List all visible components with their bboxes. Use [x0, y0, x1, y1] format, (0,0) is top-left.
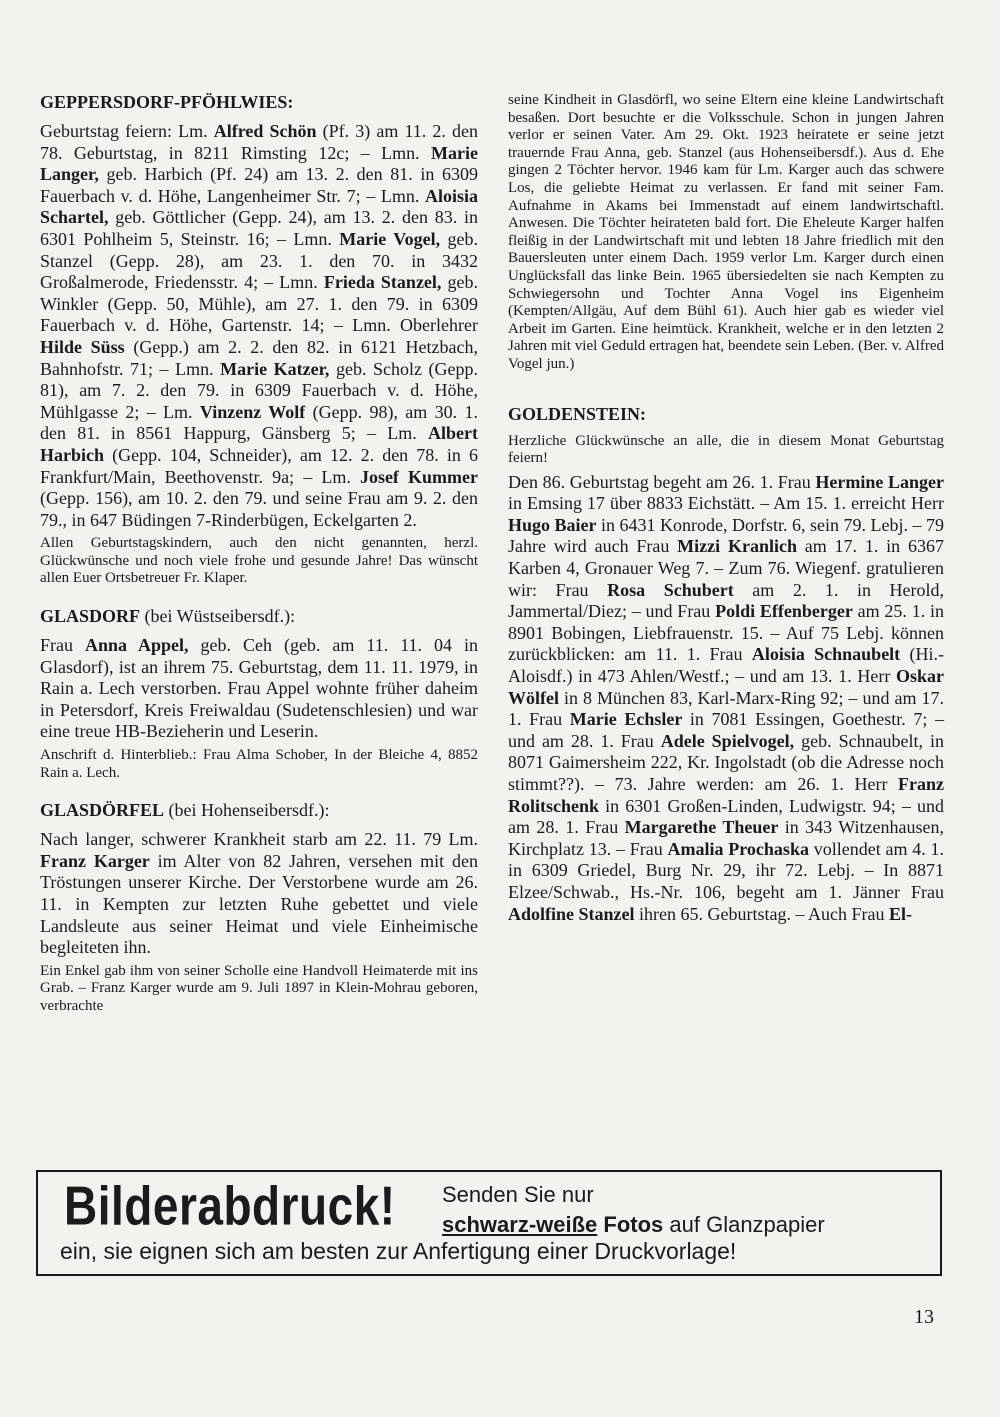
person-name: Alfred Schön — [213, 121, 317, 141]
person-name: Josef Kummer — [359, 466, 479, 487]
text-segment: geb. Harbich (Pf. 24) am 13. 2. den 81. in 6309 Fauerbach v. d. Höhe, Langenheimer Str. 7; – Lmn. — [40, 164, 478, 206]
text-segment: in 6431 Konrode, Dorfstr. 6, sein 79. Lebj. – 79 Jahre wird auch Frau — [508, 514, 944, 557]
banner-title: Bilderabdruck! — [64, 1175, 396, 1237]
text-segment: (Gepp. 98), am 30. 1. den 81. in 8561 Happurg, Gänsberg 5; – Lm. — [40, 401, 478, 444]
text-segment: Nach langer, schwerer Krankheit starb am 22. 11. 79 Lm. — [40, 829, 478, 850]
banner-line-2 — [442, 1212, 825, 1238]
heading-glasdorf-title: GLASDORF — [40, 606, 141, 627]
left-column — [40, 92, 478, 1016]
person-name: Marie Vogel, — [339, 228, 441, 249]
text-segment: geb. Göttlicher (Gepp. 24), am 13. 2. den 83. in 6301 Pohlheim 5, Steinstr. 16; – Lmn. — [40, 207, 478, 249]
person-name: Aloisia Schnaubelt — [751, 644, 901, 665]
person-name: Hugo Baier — [508, 514, 597, 535]
text-segment: geb. Winkler (Gepp. 50, Mühle), am 27. 1. den 79. in 6309 Fauerbach v. d. Höhe, Gartenstr. 14; – Lmn. Oberlehrer — [40, 272, 478, 336]
person-name: Rosa Schubert — [607, 579, 734, 600]
text-segment: in 7081 Essingen, Goethestr. 7; – und am 28. 1. Frau — [508, 709, 944, 751]
person-name: Adolfine Stanzel — [508, 903, 635, 924]
banner-line-3: ein, sie eignen sich am besten zur Anfertigung einer Druckvorlage! — [60, 1238, 737, 1264]
heading-glasdoerfel-title: GLASDÖRFEL — [40, 800, 165, 821]
person-name: Amalia Prochaska — [667, 838, 809, 859]
heading-goldenstein: GOLDENSTEIN: — [508, 403, 647, 424]
person-name: Mizzi Kranlich — [677, 536, 797, 557]
banner-line-1: Senden Sie nur — [442, 1182, 594, 1207]
person-name: Hilde Süss — [40, 336, 125, 357]
text-segment: (Gepp.) am 2. 2. den 82. in 6121 Hetzbach, Bahnhofstr. 71; – Lmn. — [40, 336, 478, 379]
text-segment: geb. Schnaubelt, in 8071 Gaimersheim 222, Kr. Ingolstadt (ob die Adresse noch stimmt??). – 73. Jahre werden: am 26. 1. Herr — [508, 730, 945, 794]
text-segment: geb. Stanzel (Gepp. 28), am 23. 1. den 70. in 3432 Großalmerode, Friedensstr. 4; – Lmn. — [40, 228, 478, 293]
person-name: Anna Appel, — [84, 635, 189, 656]
body-geppersdorf — [40, 121, 478, 531]
person-name: Aloisia Schartel, — [40, 185, 478, 228]
banner-underlined-text: schwarz-weiße — [442, 1212, 598, 1237]
person-name: Marie Katzer, — [220, 358, 330, 379]
person-name: Franz Rolitschenk — [508, 774, 944, 816]
heading-glasdoerfel — [40, 800, 478, 821]
person-name: Poldi Effenberger — [715, 601, 853, 622]
page-number: 13 — [914, 1306, 934, 1328]
text-segment: in Emsing 17 über 8833 Eichstätt. – Am 15. 1. erreicht Herr — [508, 493, 944, 514]
text-segment: (Gepp. 156), am 10. 2. den 79. und seine Frau am 9. 2. den 79., in 647 Büdingen 7-Rinderbügen, Eckelgarten 2. — [40, 488, 478, 530]
banner-bold-text: Fotos — [597, 1212, 664, 1237]
person-name: Franz Karger — [40, 850, 150, 871]
person-name: Marie Langer, — [40, 142, 478, 185]
text-segment: vollendet am 4. 1. in 6309 Griedel, Burg Nr. 29, ihr 72. Lebj. – In 8871 Elzee/Schwab., Hs.-Nr. 106, begeht am 1. Jänner Frau — [508, 838, 944, 902]
person-name: Albert Harbich — [40, 423, 478, 465]
person-name: Margarethe Theuer — [624, 817, 779, 838]
text-segment: (Gepp. 104, Schneider), am 12. 2. den 78. in 6 Frankfurt/Main, Beethovenstr. 9a; – Lm. — [40, 444, 478, 487]
text-segment: Geburtstag feiern: Lm. — [40, 121, 214, 141]
text-segment: geb. Ceh (geb. am 11. 11. 04 in Glasdorf), ist an ihrem 75. Geburtstag, dem 11. 11. 1979, in Rain a. Lech verstorben. Frau Appel wohnte früher daheim in Petersdorf, Kreis Freiwaldau (Sudetenschlesien) und war eine treue HB-Bezieherin und Leserin. — [40, 635, 479, 742]
text-segment: ihren 65. Geburtstag. – Auch Frau — [634, 903, 889, 924]
text-segment: geb. Scholz (Gepp. 81), am 7. 2. den 79. in 6309 Fauerbach v. d. Höhe, Mühlgasse 2; – Lm. — [40, 358, 478, 422]
text-segment: in 343 Witzenhausen, Kirchplatz 13. – Frau — [508, 817, 945, 859]
text-segment: Den 86. Geburtstag begeht am 26. 1. Frau — [508, 471, 816, 492]
person-name: Marie Echsler — [569, 709, 683, 730]
person-name: Adele Spielvogel, — [660, 730, 795, 751]
heading-geppersdorf: GEPPERSDORF-PFÖHLWIES: — [40, 92, 294, 112]
intro-goldenstein: Herzliche Glückwünsche an alle, die in diesem Monat Geburtstag feiern! — [508, 432, 944, 467]
text-segment: Frau — [40, 635, 85, 656]
text-segment: (Hi.-Aloisdf.) in 473 Ahlen/Westf.; – und am 13. 1. Herr — [508, 644, 944, 687]
note-geppersdorf: Allen Geburtstagskindern, auch den nicht genannten, herzl. Glückwünsche und noch viele frohe und gesunde Jahre! Das wünscht allen Euer Ortsbetreuer Fr. Klaper. — [40, 535, 478, 587]
note-glasdorf: Anschrift d. Hinterblieb.: Frau Alma Schober, In der Bleiche 4, 8852 Rain a. Lech. — [40, 747, 478, 781]
right-column — [508, 92, 944, 925]
text-segment: am 17. 1. in 6367 Karben 4, Gronauer Weg 7. – Zum 76. Wiegenf. gratulieren wir: Frau — [508, 536, 944, 600]
body-glasdoerfel — [40, 829, 478, 959]
continuation-glasdoerfel: seine Kindheit in Glasdörfl, wo seine Eltern eine kleine Landwirtschaft besaßen. Dort besuchte er die Volksschule. Schon in jungen Jahren verlor er seinen Vater. Am 29. Okt. 1923 heiratete er seine jetzt trauernde Frau Anna, geb. Stanzel (aus Hohenseibersdf.). Aus d. Ehe gingen 2 Töchter hervor. 1946 kam für Lm. Karger auch das schwere Los, die geliebte Heimat zu verlassen. Er fand mit seiner Fam. Aufnahme in Akams bei Immenstadt auf einem landwirtschaftl. Anwesen. Die Töchter heirateten bald fort. Die Eheleute Karger halfen fleißig in der Landwirtschaft mit und lebten 18 Jahre friedlich mit den Bauersleuten unter einem Dach. 1959 verlor Lm. Karger durch einen Unglücksfall das linke Bein. 1965 übersiedelten sie nach Kempten zu Schwiegersohn und Tochter Anna Vogel ins Eigenheim (Kempten/Allgäu, Auf dem Bühl 61). Auch hier gab es wieder viel Arbeit im Garten. Eine heimtück. Krankheit, welche er in den letzten 2 Jahren mit viel Geduld ertragen hat, beendete sein Leben. (Ber. v. Alfred Vogel jun.) — [508, 92, 944, 372]
heading-glasdorf-sub: (bei Wüstseibersdf.): — [140, 606, 296, 627]
photo-banner — [36, 1170, 942, 1276]
body-glasdorf — [40, 635, 478, 743]
person-name: Oskar Wölfel — [508, 666, 944, 708]
note-glasdoerfel: Ein Enkel gab ihm von seiner Scholle eine Handvoll Heimaterde mit ins Grab. – Franz Karger wurde am 9. Juli 1897 in Klein-Mohrau geboren, verbrachte — [40, 962, 478, 1014]
text-segment: im Alter von 82 Jahren, versehen mit den Tröstungen unserer Kirche. Der Verstorbene wurde am 26. 11. in Kempten zur letzten Ruhe gebettet und viele Landsleute aus seiner Heimat und viele Einheimische begleiteten ihn. — [40, 850, 479, 958]
text-segment: in 8 München 83, Karl-Marx-Ring 92; – und am 17. 1. Frau — [508, 687, 944, 730]
banner-rest-text: auf Glanzpapier — [663, 1212, 825, 1237]
text-segment: am 2. 1. in Herold, Jammertal/Diez; – und Frau — [508, 579, 944, 622]
person-name: El- — [888, 903, 912, 924]
heading-glasdoerfel-sub: (bei Hohenseibersdf.): — [164, 800, 330, 821]
text-segment: am 25. 1. in 8901 Bobingen, Liebfrauenstr. 15. – Auf 75 Lebj. können zurückblicken: am 11. 1. Frau — [508, 601, 944, 665]
text-segment: (Pf. 3) am 11. 2. den 78. Geburtstag, in 8211 Rimsting 12c; – Lmn. — [40, 121, 478, 163]
person-name: Frieda Stanzel, — [323, 272, 442, 293]
heading-glasdorf — [40, 606, 478, 627]
body-goldenstein — [508, 472, 944, 925]
person-name: Hermine Langer — [815, 471, 944, 492]
text-segment: in 6301 Großen-Linden, Ludwigstr. 94; – und am 28. 1. Frau — [508, 795, 944, 838]
person-name: Vinzenz Wolf — [199, 401, 306, 422]
